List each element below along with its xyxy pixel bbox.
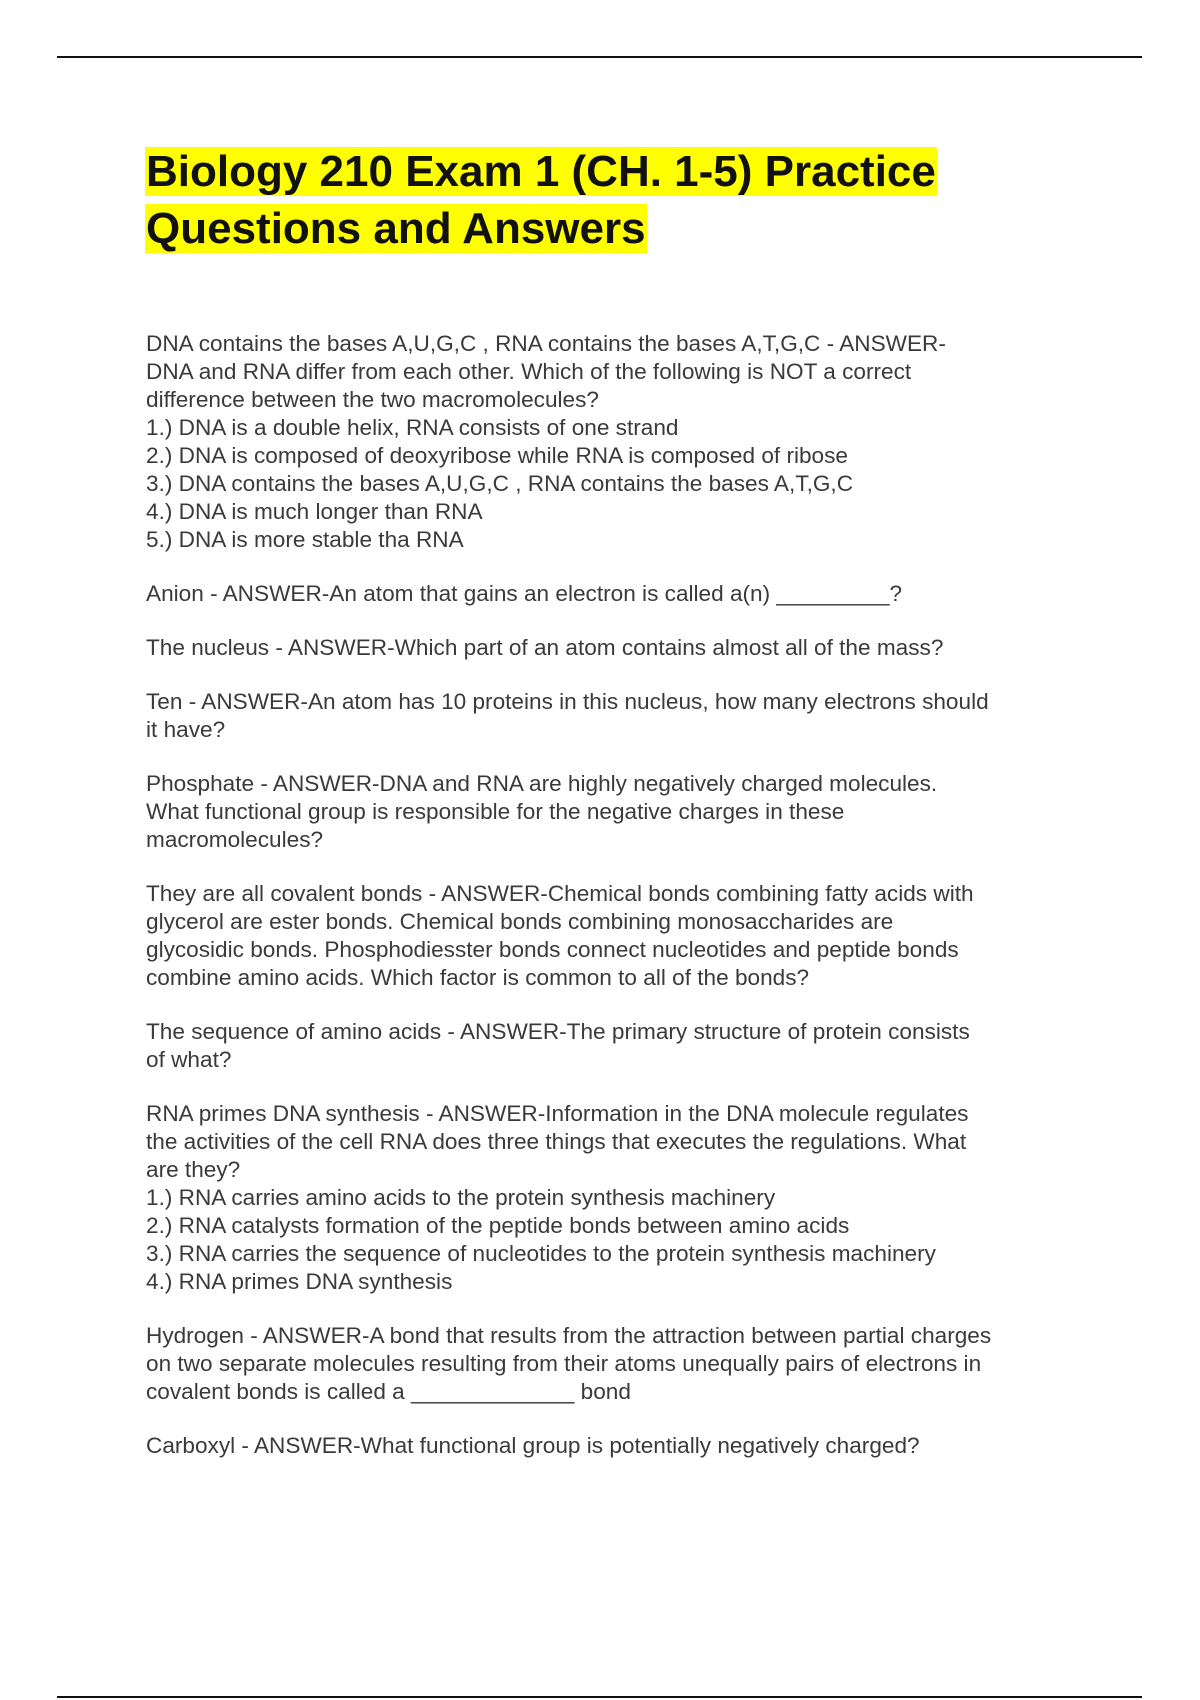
qa-entry — [146, 580, 1076, 608]
qa-entry — [146, 1100, 1076, 1296]
qa-entry — [146, 330, 1076, 554]
qa-entry — [146, 634, 1076, 662]
bottom-divider — [57, 1696, 1142, 1698]
qa-line: The sequence of amino acids - ANSWER-The primary structure of protein consists — [146, 1019, 970, 1044]
qa-line: are they? — [146, 1157, 241, 1182]
qa-entry — [146, 688, 1076, 744]
qa-line: The nucleus - ANSWER-Which part of an atom contains almost all of the mass? — [146, 635, 944, 660]
qa-line: on two separate molecules resulting from their atoms unequally pairs of electrons in — [146, 1351, 982, 1376]
qa-line: What functional group is responsible for the negative charges in these — [146, 799, 845, 824]
qa-line: 2.) DNA is composed of deoxyribose while RNA is composed of ribose — [146, 443, 848, 468]
qa-line: Hydrogen - ANSWER-A bond that results from the attraction between partial charges — [146, 1323, 992, 1348]
qa-line: 5.) DNA is more stable tha RNA — [146, 527, 464, 552]
qa-line: 1.) DNA is a double helix, RNA consists of one strand — [146, 415, 679, 440]
qa-line: of what? — [146, 1047, 232, 1072]
qa-line: Ten - ANSWER-An atom has 10 proteins in this nucleus, how many electrons should — [146, 689, 989, 714]
qa-entry — [146, 770, 1076, 854]
qa-line: Carboxyl - ANSWER-What functional group is potentially negatively charged? — [146, 1433, 920, 1458]
qa-entry — [146, 1018, 1076, 1074]
page-title — [145, 143, 1045, 257]
qa-line: 4.) RNA primes DNA synthesis — [146, 1269, 453, 1294]
qa-line: combine amino acids. Which factor is common to all of the bonds? — [146, 965, 810, 990]
qa-line: 3.) RNA carries the sequence of nucleotides to the protein synthesis machinery — [146, 1241, 936, 1266]
qa-line: it have? — [146, 717, 226, 742]
title-line: Questions and Answers — [146, 204, 646, 253]
qa-line: covalent bonds is called a _____________ bond — [146, 1379, 631, 1404]
qa-line: They are all covalent bonds - ANSWER-Chemical bonds combining fatty acids with — [146, 881, 974, 906]
qa-line: Phosphate - ANSWER-DNA and RNA are highly negatively charged molecules. — [146, 771, 938, 796]
qa-line: DNA contains the bases A,U,G,C , RNA contains the bases A,T,G,C - ANSWER- — [146, 331, 946, 356]
qa-line: DNA and RNA differ from each other. Which of the following is NOT a correct — [146, 359, 912, 384]
qa-entry — [146, 880, 1076, 992]
qa-entry — [146, 1432, 1076, 1460]
title-line: Biology 210 Exam 1 (CH. 1-5) Practice — [146, 147, 936, 196]
qa-line: 2.) RNA catalysts formation of the peptide bonds between amino acids — [146, 1213, 850, 1238]
qa-line: glycosidic bonds. Phosphodiesster bonds connect nucleotides and peptide bonds — [146, 937, 959, 962]
qa-line: difference between the two macromolecules? — [146, 387, 599, 412]
qa-line: 4.) DNA is much longer than RNA — [146, 499, 483, 524]
qa-line: RNA primes DNA synthesis - ANSWER-Information in the DNA molecule regulates — [146, 1101, 969, 1126]
qa-entry — [146, 1322, 1076, 1406]
top-divider — [57, 56, 1142, 58]
qa-line: 3.) DNA contains the bases A,U,G,C , RNA contains the bases A,T,G,C — [146, 471, 854, 496]
qa-line: Anion - ANSWER-An atom that gains an electron is called a(n) _________? — [146, 581, 903, 606]
qa-line: 1.) RNA carries amino acids to the protein synthesis machinery — [146, 1185, 776, 1210]
qa-line: glycerol are ester bonds. Chemical bonds combining monosaccharides are — [146, 909, 894, 934]
qa-line: macromolecules? — [146, 827, 324, 852]
qa-list — [146, 330, 1076, 1486]
qa-line: the activities of the cell RNA does three things that executes the regulations. What — [146, 1129, 967, 1154]
